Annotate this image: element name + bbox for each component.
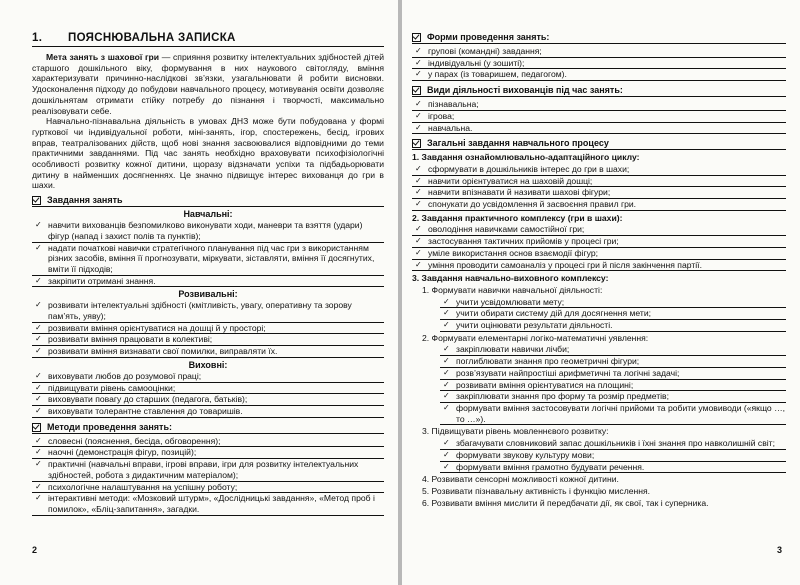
right-page (402, 0, 800, 585)
list-item: ✓ розвивати вміння працювати в колективі; (32, 334, 384, 346)
checkbox-icon (412, 139, 421, 148)
list-item: ✓ підвищувати рівень самооцінки; (32, 383, 384, 395)
activities-heading-text: Види діяльності вихованців під час занять: (427, 85, 623, 96)
goal-label: Мета занять з шахової гри (46, 52, 160, 62)
list-item: ✓ розвивати вміння орієнтуватися на площині; (440, 380, 786, 392)
forms-list (412, 46, 786, 81)
list-item: ✓ навчити впізнавати й називати шахові фігури; (412, 187, 786, 199)
page-number: 2 (32, 545, 38, 555)
list-item: ✓ застосування тактичних прийомів у процесі гри; (412, 236, 786, 248)
goal-text: — сприяння розвитку інтелектуальних здібностей дітей старшого дошкільного віку, формування в них наукового світогляду, вміння характеризувати причинно-наслідкові зв’язки, узагальнювати й робити висновки. Удосконалення підходу до побудови навчального процесу, мотивуванія освіти дозволяє дошкільнятам отримати стійку потребу до пізнання і творчості, максимально реалізовувати себе. (32, 52, 384, 116)
list-item: ✓ оволодіння навичками самостійної гри; (412, 224, 786, 236)
list-item: ✓ уміле використання основ взаємодії фігур; (412, 248, 786, 260)
list-item: ✓ індивідуальні (у зошиті); (412, 58, 786, 70)
list-item: ✓ учити оцінювати результати діяльності. (440, 320, 786, 332)
list-item: ✓ розвивати вміння орієнтуватися на дошці й у просторі; (32, 323, 384, 335)
list-item: ✓ групові (командні) завдання; (412, 46, 786, 58)
methods-heading-text: Методи проведення занять: (47, 421, 172, 432)
section-title: ПОЯСНЮВАЛЬНА ЗАПИСКА (68, 32, 236, 44)
tasks-heading-text: Завдання занять (47, 195, 123, 206)
list-item: ✓ розвивати інтелектуальні здібності (кмітливість, увагу, оперативну та зорову пам’ять, уяву); (32, 300, 384, 322)
list-item: ✓ розвивати вміння визнавати свої помилки, виправляти їх. (32, 346, 384, 358)
list-item: ✓ сформувати в дошкільників інтерес до гри в шахи; (412, 164, 786, 176)
list-item: ✓ надати початкові навички стратегічного планування під час гри з використанням різних засобів, вміння її прогнозувати, міркувати, зіставляти, вміння її досягнутих, вміти її підходів; (32, 243, 384, 276)
list-item: ✓ розв’язувати найпростіші арифметичні та логічні задачі; (440, 368, 786, 380)
activity-paragraph: Навчально-пізнавальна діяльність в умовах ДНЗ може бути побудована у формі гурткової чи індивідуальної роботи, міні-занять, ігор, спостережень, бесід, ігрових вправ, театралізованих дійств, щоб нові знання засвоювалися відповідними до теми практичними завданнями. Під час занять необхідно враховувати психофізіологічні особливості розвитку кожної дитини, щоразу відзначати успіхи та підбадьорювати дитину в найменших досягненнях. Це значно підвищує інтерес вихованця до гри в шахи. (32, 116, 384, 191)
list-item: ✓ ігрова; (412, 111, 786, 123)
subtask-3-3-title: 3. Підвищувати рівень мовленнєвого розвитку: (422, 426, 609, 437)
list-item: ✓ виховувати повагу до старших (педагога, батьків); (32, 394, 384, 406)
educational-title: Навчальні: (183, 209, 233, 220)
list-item: ✓ практичні (навчальні вправи, ігрові вправи, ігри для розвитку інтелектуальних здібностей, робота з дидактичним матеріалом); (32, 459, 384, 481)
list-item: ✓ збагачувати словниковий запас дошкільників і їхні знання про навколишній світ; (440, 438, 786, 450)
subtask-3-3-list (412, 438, 786, 473)
general-heading (412, 138, 786, 150)
task-group-3-title: 3. Завдання навчально-виховного комплексу: (412, 273, 609, 284)
subtask-3-2-title: 2. Формувати елементарні логіко-математичні уявлення: (422, 332, 649, 343)
list-item: ✓ наочні (демонстрація фігур, позицій); (32, 447, 384, 459)
educational-list (32, 220, 384, 287)
left-page (0, 0, 398, 585)
list-item: ✓ закріплювати знання про форму та розмір предметів; (440, 391, 786, 403)
checkbox-icon (32, 196, 41, 205)
subtask-3-6: 6. Розвивати вміння мислити й передбачати дії, як свої, так і суперника. (422, 497, 709, 508)
checkbox-icon (412, 33, 421, 42)
list-item: ✓ виховувати толерантне ставлення до товаришів. (32, 406, 384, 418)
task-group-2-title: 2. Завдання практичного комплексу (гри в шахи): (412, 212, 623, 223)
subtask-3-4: 4. Розвивати сенсорні можливості кожної дитини. (422, 474, 619, 485)
list-item: ✓ інтерактивні методи: «Мозковий штурм», «Дослідницькі завдання», «Метод проб і помилок», «Бліц-запитання», загадки. (32, 493, 384, 515)
list-item: ✓ формувати звукову культуру мови; (440, 450, 786, 462)
list-item: ✓ закріпити отримані знання. (32, 276, 384, 288)
section-heading (32, 32, 384, 47)
subtask-3-1-list (412, 297, 786, 332)
subtask-3-5: 5. Розвивати пізнавальну активність і функцію мислення. (422, 485, 651, 496)
forms-heading (412, 32, 786, 44)
forms-heading-text: Форми проведення занять: (427, 32, 550, 42)
checkbox-icon (412, 86, 421, 95)
section-number: 1. (32, 32, 43, 44)
subtask-3-2-list (412, 344, 786, 425)
task-group-1-list (412, 164, 786, 211)
general-heading-text: Загальні завдання навчального процесу (427, 138, 609, 149)
upbringing-title: Виховні: (188, 359, 228, 370)
developmental-list (32, 300, 384, 358)
activities-heading (412, 85, 786, 97)
list-item: ✓ уміння проводити самоаналіз у процесі гри й після закінчення партії. (412, 260, 786, 272)
methods-list (32, 436, 384, 516)
subtask-3-1-title: 1. Формувати навички навчальної діяльності: (422, 284, 603, 295)
list-item: ✓ навчити вихованців безпомилково виконувати ходи, маневри та взяття (удари) фігур (напад і захист полів та пунктів); (32, 220, 384, 242)
list-item: ✓ психологічне налаштування на успішну роботу; (32, 482, 384, 494)
list-item: ✓ поглиблювати знання про геометричні фігури; (440, 356, 786, 368)
list-item: ✓ формувати вміння застосовувати логічні прийоми та робити умовиводи («якщо …, то …»). (440, 403, 786, 425)
page-number: 3 (776, 545, 782, 555)
list-item: ✓ учити усвідомлювати мету; (440, 297, 786, 309)
list-item: ✓ у парах (із товаришем, педагогом). (412, 69, 786, 81)
methods-heading (32, 422, 384, 434)
list-item: ✓ словесні (пояснення, бесіда, обговорення); (32, 436, 384, 448)
list-item: ✓ навчальна. (412, 123, 786, 135)
list-item: ✓ формувати вміння грамотно будувати речення. (440, 462, 786, 474)
task-group-2-list (412, 224, 786, 271)
developmental-title: Розвивальні: (178, 289, 238, 300)
activities-list (412, 99, 786, 134)
list-item: ✓ учити обирати систему дій для досягнення мети; (440, 308, 786, 320)
tasks-heading (32, 195, 384, 207)
list-item: ✓ пізнавальна; (412, 99, 786, 111)
task-group-1-title: 1. Завдання ознайомлювально-адаптаційного циклу: (412, 152, 640, 163)
list-item: ✓ навчити орієнтуватися на шаховій дошці; (412, 176, 786, 188)
list-item: ✓ виховувати любов до розумової праці; (32, 371, 384, 383)
goal-paragraph (32, 52, 384, 116)
list-item: ✓ спонукати до усвідомлення й засвоєння правил гри. (412, 199, 786, 211)
list-item: ✓ закріплювати навички лічби; (440, 344, 786, 356)
checkbox-icon (32, 423, 41, 432)
upbringing-list (32, 371, 384, 418)
